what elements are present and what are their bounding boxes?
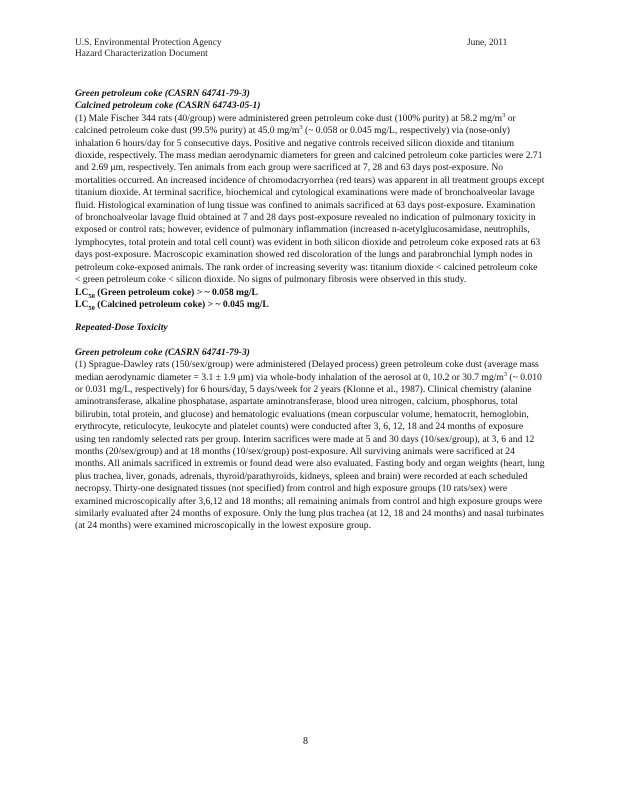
lc1-prefix: LC (75, 286, 89, 298)
paragraph-chronic-study (75, 359, 545, 533)
section-heading-calcined: Calcined petroleum coke (CASRN 64743-05-1) (75, 100, 261, 112)
lc2-value: (Calcined petroleum coke) > ~ 0.045 mg/L (94, 298, 269, 310)
header-date: June, 2011 (467, 38, 508, 48)
lc1-value: (Green petroleum coke) > ~ 0.058 mg/L (94, 286, 258, 298)
para1-text-b: or calcined petroleum coke dust (99.5% purity) at 45.0 mg/m (75, 112, 516, 137)
paragraph-inhalation-study (75, 113, 545, 287)
para1-sup1: 3 (502, 111, 506, 119)
repeated-dose-heading: Repeated-Dose Toxicity (75, 322, 168, 334)
para1-text-a: (1) Male Fischer 344 rats (40/group) were administered green petroleum coke dust (100% purity) at 58.2 mg/m (75, 112, 503, 124)
page-number: 8 (303, 736, 308, 747)
agency-name: U.S. Environmental Protection Agency (75, 38, 222, 48)
para2-sup: 3 (503, 370, 508, 378)
section-heading-green-2: Green petroleum coke (CASRN 64741-79-3) (75, 346, 250, 358)
para2-text-a: (1) Sprague-Dawley rats (150/sex/group) were administered (Delayed process) green petroleum coke dust (average mass median aerodynamic diameter = 3.1 ± 1.9 μm) via whole-body inhalation of the aerosol at 0, 10.2 or 30.7 mg/m (75, 359, 539, 383)
lc50-calcined (75, 299, 545, 311)
lc50-green (75, 287, 545, 299)
lc2-prefix: LC (75, 298, 89, 310)
para1-sup2: 3 (299, 124, 303, 132)
para2-text-b: (~ 0.010 or 0.031 mg/L, respectively) for 6 hours/day, 5 days/week for 2 years (Klonne et al., 1987). Clinical chemistry (alanine aminotransferase, alkaline phosphatase, aspartate aminotransferase, blood urea nitrogen, calcium, phosphorus, total bilirubin, total protein, and glucose) and hematologic evaluations (mean corpuscular volume, hematocrit, hemoglobin, erythrocyte, reticulocyte, leukocyte and platelet counts) were conducted after 3, 6, 12, 18 and 24 months of exposure using ten randomly selected rats per group. Interim sacrifices were made at 5 and 30 days (10/sex/group), at 3, 6 and 12 months (20/sex/group) and at 18 months (10/sex/group) post-exposure. All surviving animals were sacrificed at 24 months. All animals sacrificed in extremis or found dead were also evaluated. Fasting body and organ weights (heart, lung plus trachea, liver, gonads, adrenals, thyroid/parathyroids, kidneys, spleen and brain) were recorded at each scheduled necropsy. Thirty-one designated tissues (not specified) from control and high exposure groups (10 rats/sex) were examined microscopically after 3,6,12 and 18 months; all remaining animals from control and high exposure groups were similarly evaluated after 24 months of exposure. Only the lung plus trachea (at 12, 18 and 24 months) and nasal turbinates (at 24 months) were examined microscopically in the lowest exposure group. (75, 371, 545, 532)
lc2-subscript: 50 (88, 304, 95, 312)
para1-text-c: (~ 0.058 or 0.045 mg/L, respectively) via (nose-only) inhalation 6 hours/day for 5 consecutive days. Positive and negative controls received silicon dioxide and titanium dioxide, respectively. The mass median aerodynamic diameters for green and calcined petroleum coke particles were 2.71 and 2.69 μm, respectively. Ten animals from each group were sacrificed at 7, 28 and 63 days post-exposure. No mortalities occurred. An increased incidence of chromodacryorrhea (red tears) was apparent in all treatment groups except titanium dioxide. At terminal sacrifice, biochemical and cytological examinations were made of bronchoalveolar lavage fluid. Histological examination of lung tissue was confined to animals sacrificed at 63 days post-exposure. Examination of bronchoalveolar lavage fluid obtained at 7 and 28 days post-exposure revealed no indication of pulmonary toxicity in exposed or control rats; however, evidence of pulmonary inflammation (increased n-acetylglucosamidase, neutrophils, lymphocytes, total protein and total cell count) was evident in both silicon dioxide and petroleum coke exposed rats at 63 days post-exposure. Macroscopic examination showed red discoloration of the lungs and parabronchial lymph nodes in petroleum coke-exposed animals. The rank order of increasing severity was: titanium dioxide < calcined petroleum coke < green petroleum coke < silicon dioxide. No signs of pulmonary fibrosis were observed in this study. (75, 125, 545, 286)
document-title: Hazard Characterization Document (75, 49, 208, 59)
document-body (75, 88, 545, 533)
running-header (75, 38, 222, 60)
lc1-subscript: 50 (88, 292, 95, 300)
section-heading-green: Green petroleum coke (CASRN 64741-79-3) (75, 88, 250, 99)
